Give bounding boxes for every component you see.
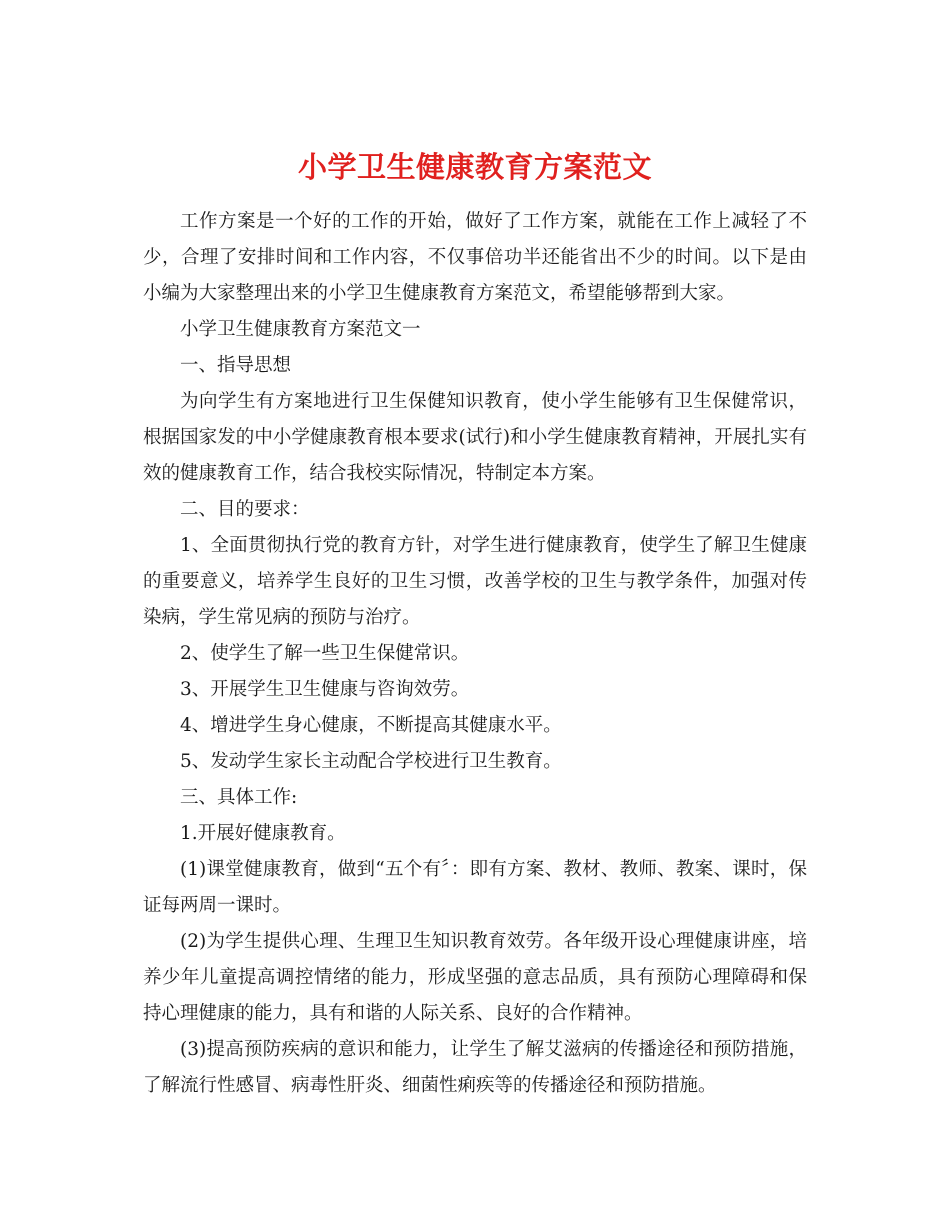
paragraph-intro: 工作方案是一个好的工作的开始，做好了工作方案，就能在工作上减轻了不少，合理了安排时间和工作内容，不仅事倍功半还能省出不少的时间。以下是由小编为大家整理出来的小学卫生健康教育方案范文，希望能够帮到大家。 (143, 211, 807, 304)
work-subitem-1: (1)课堂健康教育，做到“五个有〞：即有方案、教材、教师、教案、课时，保证每两周一课时。 (143, 859, 807, 916)
section-heading-guiding-thought: 一、指导思想 (180, 355, 292, 376)
document-title: 小学卫生健康教育方案范文 (297, 150, 652, 185)
objective-item-2: 2、使学生了解一些卫生保健常识。 (180, 643, 470, 664)
objective-item-1: 1、全面贯彻执行党的教育方针，对学生进行健康教育，使学生了解卫生健康的重要意义，培养学生良好的卫生习惯，改善学校的卫生与教学条件，加强对传染病，学生常见病的预防与治疗。 (143, 535, 807, 628)
section-heading-specific-work: 三、具体工作: (180, 787, 298, 808)
work-subitem-2: (2)为学生提供心理、生理卫生知识教育效劳。各年级开设心理健康讲座，培养少年儿童提高调控情绪的能力，形成坚强的意志品质，具有预防心理障碍和保持心理健康的能力，具有和谐的人际关系、良好的合作精神。 (143, 931, 807, 1024)
objective-item-5: 5、发动学生家长主动配合学校进行卫生教育。 (180, 751, 562, 772)
work-subitem-3: (3)提高预防疾病的意识和能力，让学生了解艾滋病的传播途径和预防措施，了解流行性感冒、病毒性肝炎、细菌性痢疾等的传播途径和预防措施。 (143, 1039, 807, 1096)
objective-item-4: 4、增进学生身心健康，不断提高其健康水平。 (180, 715, 562, 736)
section-heading-objectives: 二、目的要求： (180, 499, 310, 520)
work-item-1: 1.开展好健康教育。 (180, 823, 346, 844)
paragraph-guiding-thought: 为向学生有方案地进行卫生保健知识教育，使小学生能够有卫生保健常识，根据国家发的中小学健康教育根本要求(试行)和小学生健康教育精神，开展扎实有效的健康教育工作，结合我校实际情况，特制定本方案。 (143, 391, 807, 484)
objective-item-3: 3、开展学生卫生健康与咨询效劳。 (180, 679, 470, 700)
section-heading-plan-one: 小学卫生健康教育方案范文一 (180, 319, 421, 340)
document-body (143, 204, 807, 1104)
